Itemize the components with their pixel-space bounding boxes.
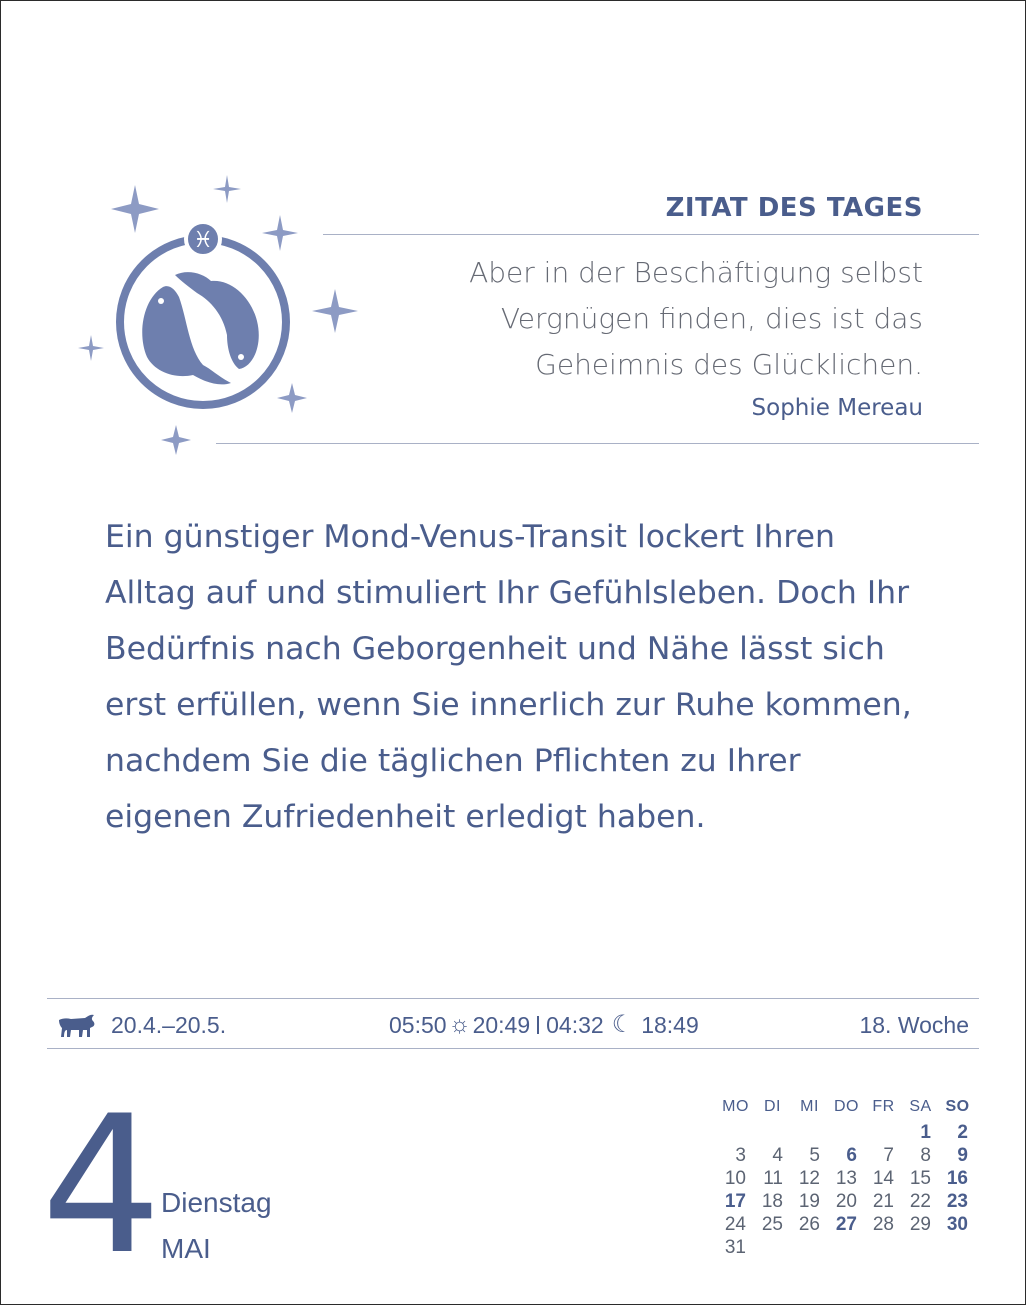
calendar-day: 28 xyxy=(872,1214,894,1235)
quote-author: Sophie Mereau xyxy=(751,395,923,421)
month: MAI xyxy=(161,1233,211,1264)
calendar-day xyxy=(865,1121,902,1144)
calendar-day: 23 xyxy=(946,1191,968,1212)
calendar-day xyxy=(754,1236,791,1259)
zodiac-range-text: 20.4.–20.5. xyxy=(111,1012,227,1038)
zodiac-period xyxy=(57,1005,226,1045)
calendar-day xyxy=(791,1236,828,1259)
calendar-day: 1 xyxy=(920,1122,931,1143)
calendar-day: 21 xyxy=(872,1191,894,1212)
quote-line: Aber in der Beschäftigung selbst xyxy=(469,256,923,289)
calendar-day: 5 xyxy=(809,1145,820,1166)
calendar-day: 16 xyxy=(946,1168,968,1189)
calendar-day: 9 xyxy=(957,1145,968,1166)
calendar-day: 17 xyxy=(724,1191,746,1212)
sun-moon-times xyxy=(389,1005,699,1045)
sunrise-time: 05:50 xyxy=(389,1012,447,1038)
moon-icon: ☾ xyxy=(611,1011,634,1038)
quote-line: Geheimnis des Glücklichen. xyxy=(535,348,923,381)
calendar-day: 30 xyxy=(946,1214,968,1235)
infobar-top-divider xyxy=(47,998,979,999)
calendar-day: 18 xyxy=(761,1191,783,1212)
calendar-weekday-header: SO xyxy=(945,1098,970,1115)
taurus-bull-icon xyxy=(57,1012,97,1038)
mini-calendar xyxy=(717,1095,976,1259)
calendar-day: 4 xyxy=(772,1145,783,1166)
pisces-sign-icon: ♓ xyxy=(193,228,213,253)
pisces-emblem xyxy=(71,169,371,469)
separator xyxy=(537,1016,539,1034)
moonset-time: 18:49 xyxy=(641,1012,699,1038)
quote-text xyxy=(363,250,923,388)
calendar-day xyxy=(791,1121,828,1144)
week-number: 18. Woche xyxy=(859,1012,969,1038)
quote-top-divider xyxy=(323,234,979,235)
calendar-weekday-header: FR xyxy=(872,1098,895,1115)
calendar-day: 20 xyxy=(835,1191,857,1212)
calendar-day: 3 xyxy=(735,1145,746,1166)
calendar-day: 8 xyxy=(920,1145,931,1166)
calendar-day: 31 xyxy=(724,1237,746,1258)
calendar-day: 14 xyxy=(872,1168,894,1189)
calendar-day: 2 xyxy=(957,1122,968,1143)
infobar-bottom-divider xyxy=(47,1048,979,1049)
calendar-day: 22 xyxy=(909,1191,931,1212)
calendar-day: 26 xyxy=(798,1214,820,1235)
quote-title: ZITAT DES TAGES xyxy=(665,193,923,223)
moonrise-time: 04:32 xyxy=(546,1012,604,1038)
calendar-day xyxy=(717,1121,754,1144)
calendar-day: 24 xyxy=(724,1214,746,1235)
day-number: 4 xyxy=(41,1075,162,1296)
calendar-day: 19 xyxy=(798,1191,820,1212)
horoscope-text: Ein günstiger Mond-Venus-Transit lockert Ihren Alltag auf und stimuliert Ihr Gefühlsleben. Doch Ihr Bedürfnis nach Geborgenheit und Nähe lässt sich erst erfüllen, wenn Sie innerlich zur Ruhe kommen, nachdem Sie die täglichen Pflichten zu Ihrer eigenen Zufriedenheit erledigt haben. xyxy=(105,519,912,835)
calendar-day xyxy=(828,1121,865,1144)
calendar-day: 29 xyxy=(909,1214,931,1235)
weekday: Dienstag xyxy=(161,1187,272,1218)
calendar-day: 15 xyxy=(909,1168,931,1189)
calendar-day xyxy=(754,1121,791,1144)
calendar-day: 11 xyxy=(763,1168,783,1189)
calendar-weekday-header: SA xyxy=(909,1098,932,1115)
calendar-weekday-header: MO xyxy=(722,1098,749,1115)
calendar-day: 6 xyxy=(846,1145,857,1166)
calendar-day xyxy=(902,1236,939,1259)
calendar-weekday-header: DO xyxy=(834,1098,859,1115)
calendar-weekday-header: DI xyxy=(764,1098,781,1115)
calendar-day xyxy=(828,1236,865,1259)
pisces-fish-icon xyxy=(142,272,259,384)
calendar-day xyxy=(865,1236,902,1259)
calendar-day: 10 xyxy=(724,1168,746,1189)
calendar-day: 27 xyxy=(835,1214,857,1235)
calendar-day: 7 xyxy=(883,1145,894,1166)
calendar-day: 13 xyxy=(835,1168,857,1189)
sunset-time: 20:49 xyxy=(472,1012,531,1038)
calendar-day: 25 xyxy=(761,1214,783,1235)
calendar-day xyxy=(939,1236,976,1259)
quote-line: Vergnügen finden, dies ist das xyxy=(500,302,923,335)
calendar-weekday-header: MI xyxy=(800,1098,819,1115)
quote-bottom-divider xyxy=(216,443,979,444)
calendar-day: 12 xyxy=(798,1168,820,1189)
sun-icon: ☼ xyxy=(448,1011,471,1038)
